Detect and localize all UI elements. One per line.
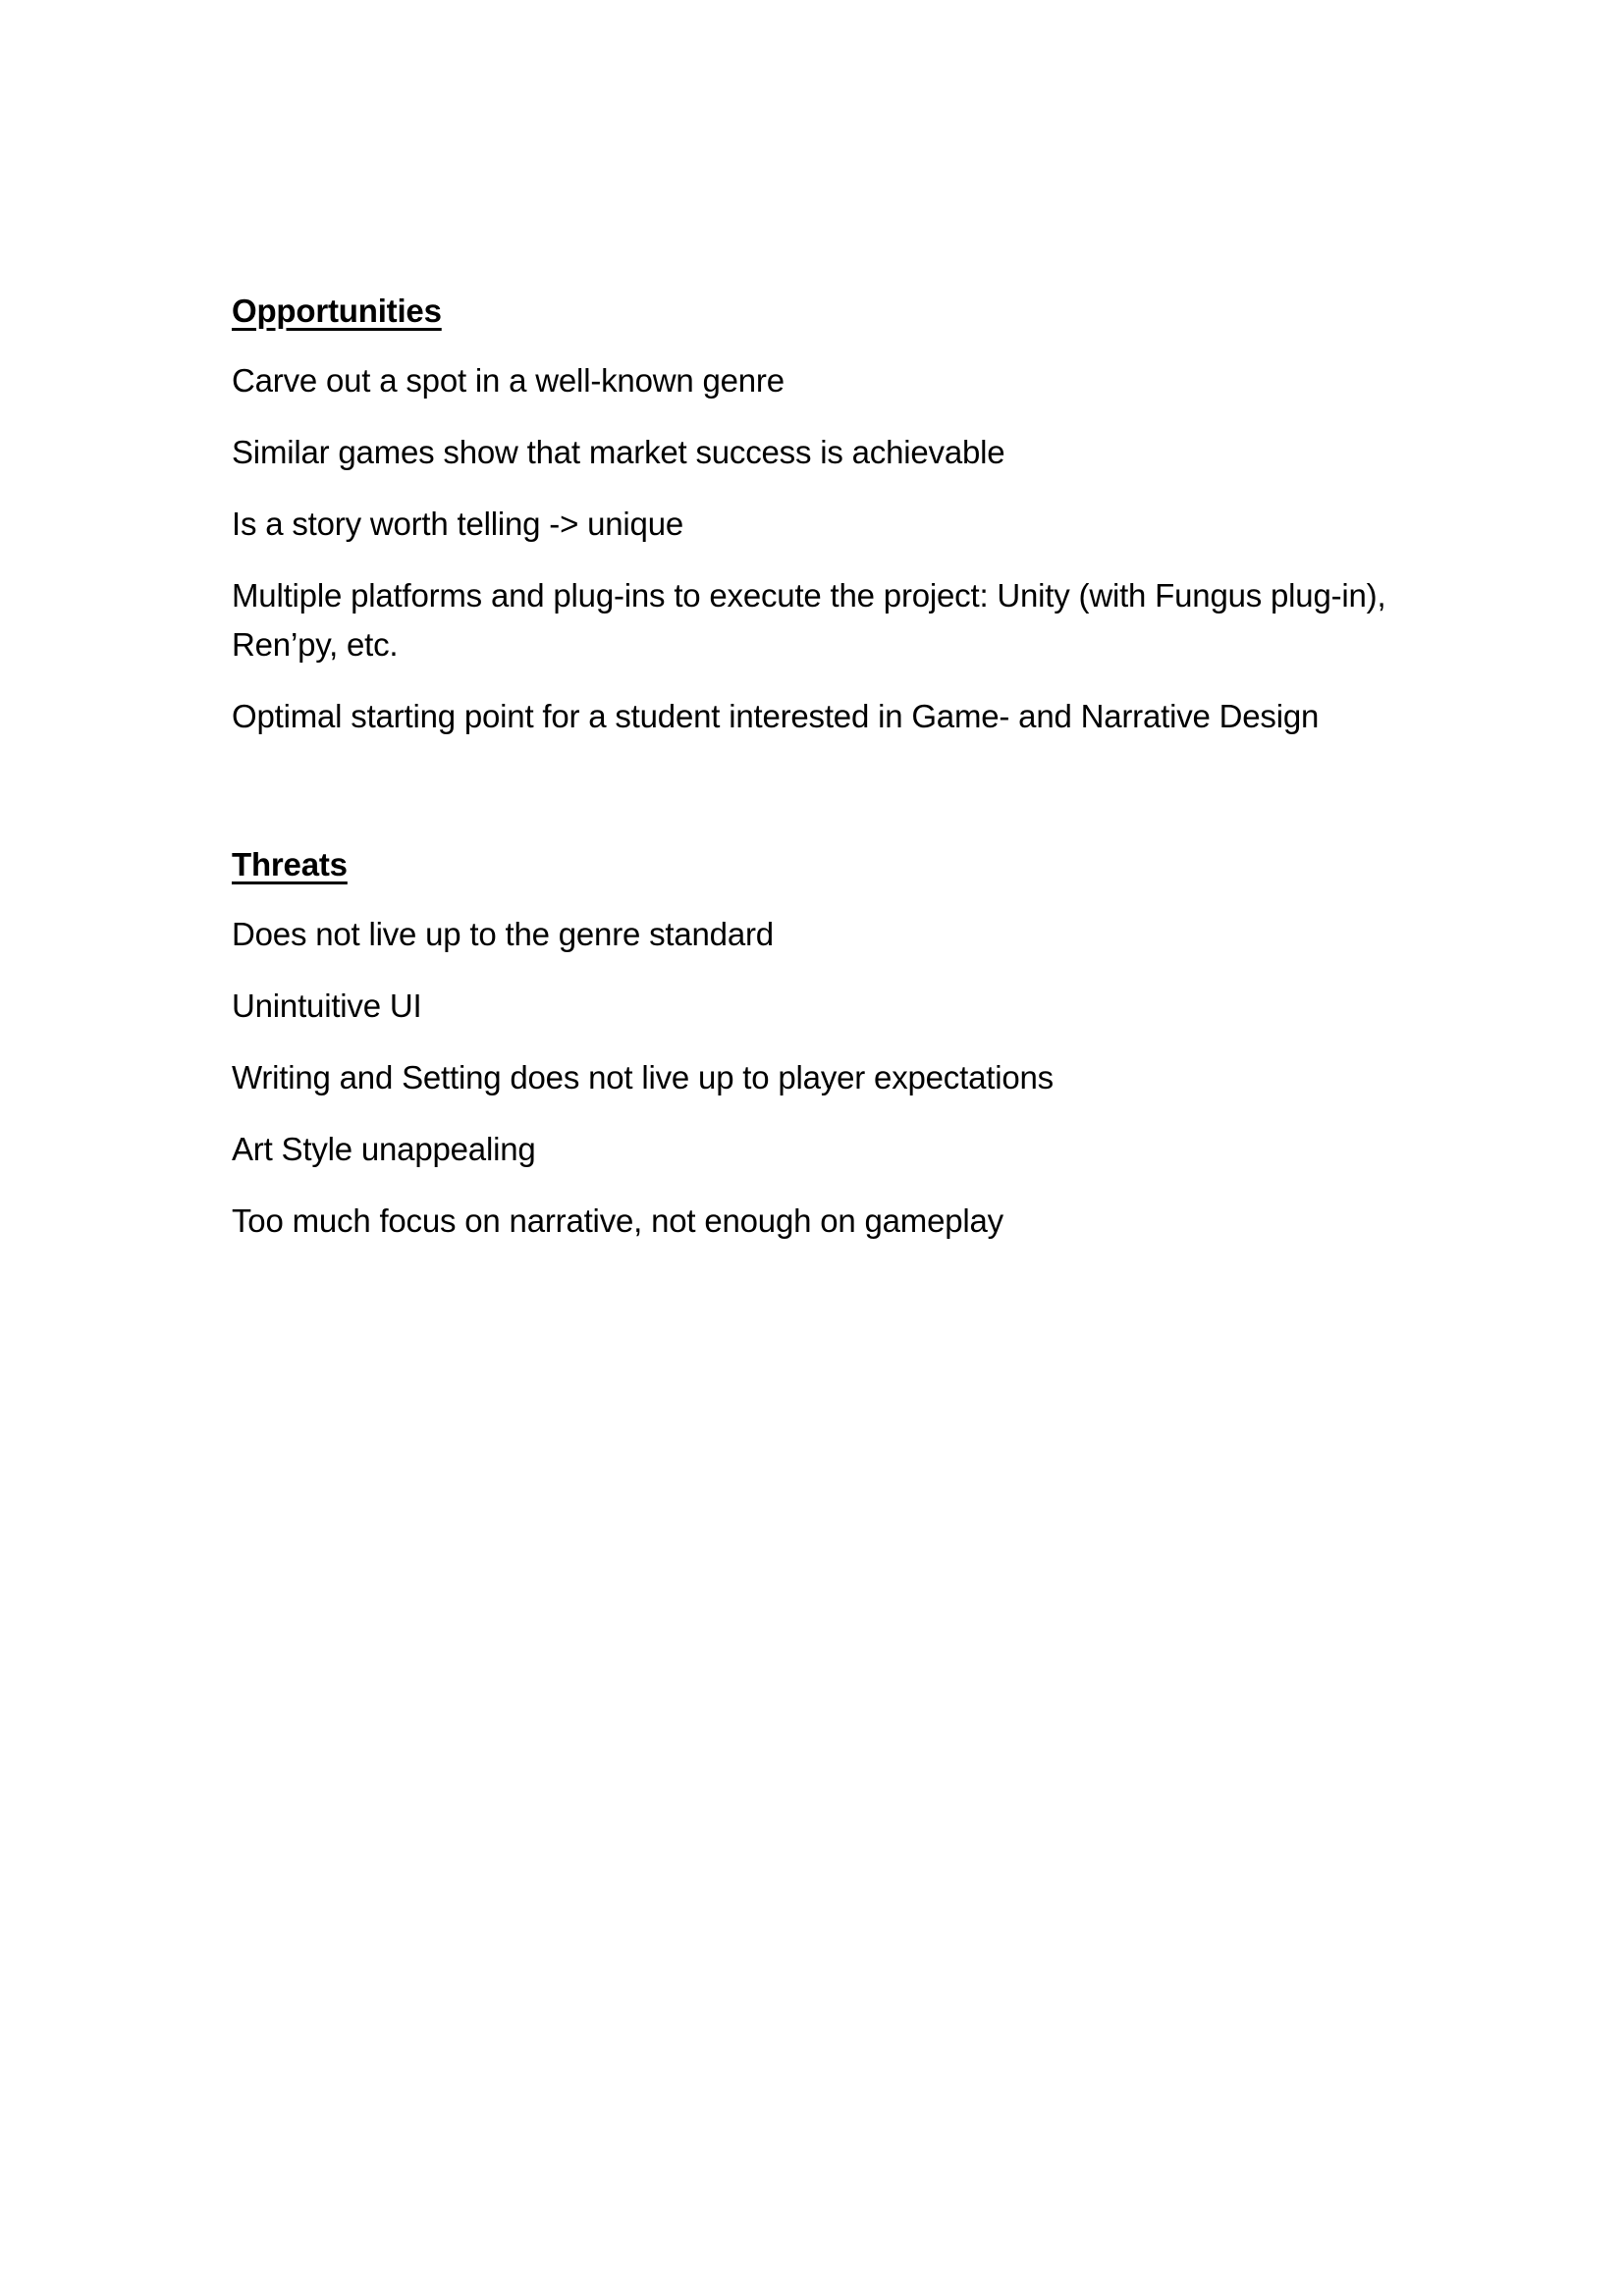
opportunities-item-1: Carve out a spot in a well-known genre bbox=[232, 362, 785, 399]
opportunities-item-5: Optimal starting point for a student interested in Game- and Narrative Design bbox=[232, 698, 1320, 734]
threats-item-2: Unintuitive UI bbox=[232, 988, 422, 1024]
section-opportunities bbox=[232, 287, 1449, 741]
threats-heading: Threats bbox=[232, 846, 348, 882]
threats-item-1: Does not live up to the genre standard bbox=[232, 916, 774, 952]
opportunities-item-3: Is a story worth telling -> unique bbox=[232, 506, 684, 542]
opportunities-heading: Opportunities bbox=[232, 293, 442, 329]
opportunities-item-2: Similar games show that market success is achievable bbox=[232, 434, 1005, 470]
threats-item-3: Writing and Setting does not live up to player expectations bbox=[232, 1059, 1054, 1095]
section-threats bbox=[232, 840, 1449, 1246]
threats-item-4: Art Style unappealing bbox=[232, 1131, 536, 1167]
blank-line-spacer bbox=[232, 764, 1449, 840]
threats-item-5: Too much focus on narrative, not enough on gameplay bbox=[232, 1202, 1003, 1239]
opportunities-item-4: Multiple platforms and plug-ins to execute the project: Unity (with Fungus plug-in), Ren’py, etc. bbox=[232, 577, 1386, 663]
